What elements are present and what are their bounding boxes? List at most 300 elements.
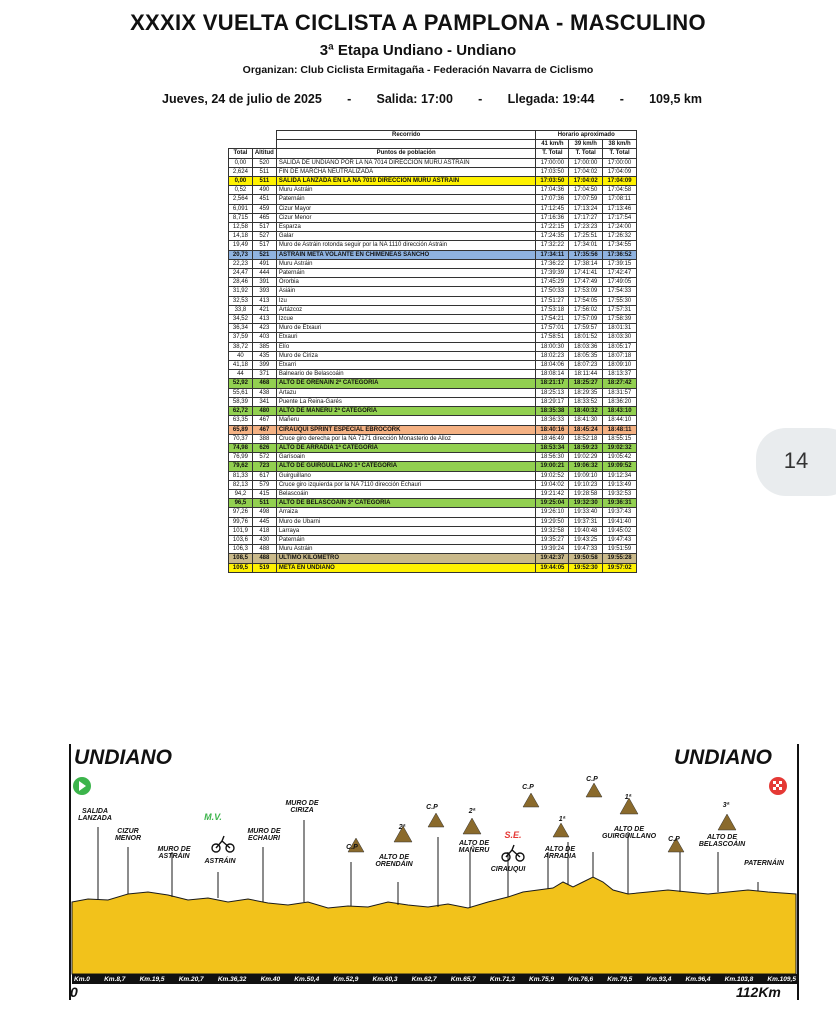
row-total-km: 94,2: [229, 489, 253, 498]
row-altitude: 413: [252, 315, 276, 324]
row-time-39: 18:52:18: [569, 434, 603, 443]
row-total-km: 74,98: [229, 443, 253, 452]
header-total: Total: [229, 149, 253, 158]
row-time-41: 17:00:00: [536, 158, 569, 167]
row-total-km: 6,091: [229, 204, 253, 213]
row-altitude: 519: [252, 563, 276, 572]
row-place: ALTO DE BELASCOÁIN 3ª CATEGORÍA: [276, 499, 536, 508]
row-total-km: 82,13: [229, 480, 253, 489]
row-altitude: 511: [252, 167, 276, 176]
km-label: Km.40: [260, 975, 281, 983]
row-time-39: 19:43:25: [569, 535, 603, 544]
label-cp: C.P: [522, 784, 534, 791]
row-time-39: 17:47:49: [569, 278, 603, 287]
mountain-icon: [586, 783, 602, 797]
row-time-41: 19:04:02: [536, 480, 569, 489]
row-place: Arraiza: [276, 508, 536, 517]
table-row: [229, 361, 637, 370]
row-total-km: 99,76: [229, 517, 253, 526]
km-label: Km.79,5: [607, 975, 633, 983]
row-total-km: 103,6: [229, 535, 253, 544]
page-number-badge[interactable]: [756, 428, 836, 496]
row-altitude: 527: [252, 232, 276, 241]
row-total-km: 58,39: [229, 397, 253, 406]
row-time-39: 19:32:30: [569, 499, 603, 508]
speed-header: 38 km/h: [603, 140, 637, 149]
row-time-39: 19:28:58: [569, 489, 603, 498]
row-time-39: 18:25:27: [569, 379, 603, 388]
row-time-39: 17:04:02: [569, 177, 603, 186]
row-place: Asiáin: [276, 287, 536, 296]
row-time-39: 19:10:23: [569, 480, 603, 489]
row-time-38: 19:57:02: [603, 563, 637, 572]
table-row: [229, 296, 637, 305]
start-time: Salida: 17:00: [376, 92, 453, 106]
row-altitude: 488: [252, 554, 276, 563]
row-altitude: 451: [252, 195, 276, 204]
label-cp: C.P: [668, 836, 680, 843]
row-time-41: 19:26:10: [536, 508, 569, 517]
row-time-39: 17:56:02: [569, 305, 603, 314]
row-place: Ororbia: [276, 278, 536, 287]
row-time-38: 17:17:54: [603, 213, 637, 222]
km-label: Km.50,4: [294, 975, 320, 983]
row-total-km: 36,34: [229, 324, 253, 333]
row-time-38: 18:36:20: [603, 397, 637, 406]
row-place: Muru Astráin: [276, 259, 536, 268]
row-time-39: 18:45:24: [569, 425, 603, 434]
km-label: Km.20,7: [178, 975, 204, 983]
row-time-41: 18:56:30: [536, 453, 569, 462]
row-altitude: 399: [252, 361, 276, 370]
race-distance: 109,5 km: [649, 92, 702, 106]
table-row: [229, 241, 637, 250]
row-time-39: 18:59:23: [569, 443, 603, 452]
label-muro-echauri: MURO DE ECHAURI: [247, 828, 281, 842]
km-label: Km.71,3: [489, 975, 515, 983]
row-altitude: 491: [252, 259, 276, 268]
row-time-38: 17:54:33: [603, 287, 637, 296]
speed-header: 41 km/h: [536, 140, 569, 149]
row-place: Muro de Ciriza: [276, 351, 536, 360]
row-altitude: 467: [252, 425, 276, 434]
row-total-km: 79,62: [229, 462, 253, 471]
row-time-41: 17:36:22: [536, 259, 569, 268]
table-row: [229, 186, 637, 195]
row-time-41: 18:25:13: [536, 388, 569, 397]
axis-start-km: 0: [70, 984, 78, 1000]
separator: -: [478, 92, 483, 106]
km-label: Km.62,7: [411, 975, 437, 983]
row-place: Mañeru: [276, 416, 536, 425]
row-place: Guirguillano: [276, 471, 536, 480]
finish-town: UNDIANO: [674, 746, 772, 769]
row-place: ALTO DE ARRADIA 1ª CATEGORÍA: [276, 443, 536, 452]
table-row: [229, 453, 637, 462]
table-row: [229, 259, 637, 268]
row-altitude: 371: [252, 370, 276, 379]
table-row: [229, 223, 637, 232]
row-total-km: 22,23: [229, 259, 253, 268]
row-time-38: 19:12:34: [603, 471, 637, 480]
row-place: Izu: [276, 296, 536, 305]
row-place: ALTO DE ORENÁIN 2ª CATEGORÍA: [276, 379, 536, 388]
row-time-38: 18:07:18: [603, 351, 637, 360]
row-time-38: 17:04:09: [603, 177, 637, 186]
row-altitude: 445: [252, 517, 276, 526]
row-time-38: 18:27:42: [603, 379, 637, 388]
label-alto-orendain: ALTO DE ORENDÁIN: [375, 854, 413, 868]
table-row: [229, 370, 637, 379]
row-total-km: 31,92: [229, 287, 253, 296]
row-time-39: 17:59:57: [569, 324, 603, 333]
row-time-38: 18:01:31: [603, 324, 637, 333]
row-total-km: 37,59: [229, 333, 253, 342]
km-label: Km.36,32: [217, 975, 247, 983]
row-altitude: 579: [252, 480, 276, 489]
mountain-icon: [718, 814, 736, 830]
mountain-icon: [523, 793, 539, 807]
row-time-39: 17:54:05: [569, 296, 603, 305]
row-place: Cruce giro izquierda por la NA 7110 dirección Echauri: [276, 480, 536, 489]
table-row: [229, 526, 637, 535]
row-altitude: 490: [252, 186, 276, 195]
table-row: [229, 232, 637, 241]
table-row: [229, 480, 637, 489]
mountain-icon: [553, 823, 569, 837]
label-muro-astrain: MURO DE ASTRÁIN: [157, 846, 191, 860]
route-table: [228, 130, 637, 573]
table-row: [229, 462, 637, 471]
row-time-39: 17:57:09: [569, 315, 603, 324]
row-time-39: 17:07:59: [569, 195, 603, 204]
row-altitude: 435: [252, 351, 276, 360]
organizers: Organizan: Club Ciclista Ermitagaña - Federación Navarra de Ciclismo: [242, 64, 594, 76]
row-total-km: 101,9: [229, 526, 253, 535]
row-place: Paternáin: [276, 195, 536, 204]
row-time-38: 19:02:32: [603, 443, 637, 452]
row-time-39: 18:03:36: [569, 342, 603, 351]
header-horario: Horario aproximado: [536, 131, 637, 140]
row-time-41: 19:02:52: [536, 471, 569, 480]
km-label: Km.103,8: [724, 975, 754, 983]
row-time-41: 18:46:49: [536, 434, 569, 443]
km-label: Km.109,5: [767, 975, 796, 983]
row-time-38: 18:44:10: [603, 416, 637, 425]
row-altitude: 421: [252, 305, 276, 314]
row-altitude: 391: [252, 278, 276, 287]
table-row: [229, 508, 637, 517]
row-time-41: 17:53:18: [536, 305, 569, 314]
row-total-km: 33,8: [229, 305, 253, 314]
row-altitude: 444: [252, 269, 276, 278]
row-time-39: 18:07:23: [569, 361, 603, 370]
row-altitude: 459: [252, 204, 276, 213]
route-table-body: [229, 158, 637, 572]
row-time-38: 18:31:57: [603, 388, 637, 397]
row-total-km: 28,46: [229, 278, 253, 287]
table-row: [229, 554, 637, 563]
start-town: UNDIANO: [74, 746, 172, 769]
row-time-39: 18:11:44: [569, 370, 603, 379]
row-place: Cizur Mayor: [276, 204, 536, 213]
row-place: Belascoáin: [276, 489, 536, 498]
table-row: [229, 425, 637, 434]
row-time-41: 18:08:14: [536, 370, 569, 379]
row-total-km: 14,18: [229, 232, 253, 241]
table-row: [229, 397, 637, 406]
row-time-38: 19:47:43: [603, 535, 637, 544]
row-time-38: 17:24:00: [603, 223, 637, 232]
row-place: Muru Astráin: [276, 186, 536, 195]
table-row: [229, 305, 637, 314]
row-altitude: 517: [252, 223, 276, 232]
row-time-39: 17:38:14: [569, 259, 603, 268]
label-alto-guirguillano: ALTO DE GUIRGUILLANO: [601, 826, 657, 840]
row-time-39: 18:29:35: [569, 388, 603, 397]
row-time-38: 17:36:52: [603, 250, 637, 259]
table-row: [229, 416, 637, 425]
row-time-41: 17:50:33: [536, 287, 569, 296]
row-altitude: 488: [252, 545, 276, 554]
row-time-39: 17:13:24: [569, 204, 603, 213]
row-time-41: 17:24:35: [536, 232, 569, 241]
document-title: XXXIX VUELTA CICLISTA A PAMPLONA - MASCULINO: [130, 10, 706, 35]
row-time-39: 17:53:09: [569, 287, 603, 296]
row-place: Garísoain: [276, 453, 536, 462]
table-row: [229, 489, 637, 498]
row-time-38: 19:37:43: [603, 508, 637, 517]
row-time-41: 17:54:21: [536, 315, 569, 324]
table-row: [229, 204, 637, 213]
row-time-39: 19:47:33: [569, 545, 603, 554]
row-time-38: 18:55:15: [603, 434, 637, 443]
row-time-38: 18:43:10: [603, 407, 637, 416]
row-total-km: 52,92: [229, 379, 253, 388]
row-time-41: 19:39:24: [536, 545, 569, 554]
row-time-38: 19:32:53: [603, 489, 637, 498]
header-ttotal: T. Total: [536, 149, 569, 158]
row-time-38: 19:09:52: [603, 462, 637, 471]
row-time-39: 17:35:56: [569, 250, 603, 259]
row-total-km: 40: [229, 351, 253, 360]
row-place: META EN UNDIANO: [276, 563, 536, 572]
row-altitude: 511: [252, 499, 276, 508]
row-place: SALIDA DE UNDIANO POR LA NA 7014 DIRECCIÓN MURU ASTRÁIN: [276, 158, 536, 167]
row-place: Cruce giro derecha por la NA 7171 dirección Monasterio de Alloz: [276, 434, 536, 443]
row-place: Artazu: [276, 388, 536, 397]
row-place: Etxarri: [276, 361, 536, 370]
row-place: Etxauri: [276, 333, 536, 342]
elevation-area: [72, 877, 796, 974]
row-time-41: 17:57:01: [536, 324, 569, 333]
row-place: Paternáin: [276, 535, 536, 544]
row-total-km: 108,5: [229, 554, 253, 563]
row-time-39: 18:01:52: [569, 333, 603, 342]
row-time-39: 17:00:00: [569, 158, 603, 167]
row-place: Artázcoz: [276, 305, 536, 314]
row-total-km: 41,18: [229, 361, 253, 370]
table-row: [229, 167, 637, 176]
km-label: Km.96,4: [685, 975, 711, 983]
row-altitude: 415: [252, 489, 276, 498]
label-cp: C.P: [346, 844, 358, 851]
label-cat-1: 1ª: [624, 794, 632, 801]
row-altitude: 341: [252, 397, 276, 406]
table-row: [229, 213, 637, 222]
row-place: Muro de Ubarni: [276, 517, 536, 526]
row-time-38: 18:09:10: [603, 361, 637, 370]
row-time-39: 19:02:29: [569, 453, 603, 462]
row-total-km: 106,3: [229, 545, 253, 554]
row-place: Larraya: [276, 526, 536, 535]
row-total-km: 0,52: [229, 186, 253, 195]
row-time-38: 17:42:47: [603, 269, 637, 278]
row-place: Elío: [276, 342, 536, 351]
speed-header: 39 km/h: [569, 140, 603, 149]
row-time-38: 19:36:31: [603, 499, 637, 508]
row-altitude: 393: [252, 287, 276, 296]
page-number: 14: [783, 448, 809, 473]
header-puntos: Puntos de población: [276, 149, 536, 158]
row-time-38: 19:05:42: [603, 453, 637, 462]
row-time-38: 17:58:39: [603, 315, 637, 324]
row-time-41: 19:25:04: [536, 499, 569, 508]
table-row: [229, 443, 637, 452]
row-altitude: 388: [252, 434, 276, 443]
row-time-39: 18:40:32: [569, 407, 603, 416]
row-place: SALIDA LANZADA EN LA NA 7010 DIRECCIÓN MURU ASTRÁIN: [276, 177, 536, 186]
row-total-km: 0,00: [229, 158, 253, 167]
row-time-41: 19:42:37: [536, 554, 569, 563]
row-total-km: 109,5: [229, 563, 253, 572]
row-time-39: 18:33:52: [569, 397, 603, 406]
label-alto-maneru: ALTO DE MAÑERU: [458, 840, 490, 854]
table-row: [229, 333, 637, 342]
table-row: [229, 535, 637, 544]
row-place: CIRAUQUI SPRINT ESPECIAL EBROCORK: [276, 425, 536, 434]
row-total-km: 38,72: [229, 342, 253, 351]
km-scale: [72, 974, 798, 984]
row-time-38: 19:41:40: [603, 517, 637, 526]
row-time-39: 17:04:02: [569, 167, 603, 176]
row-time-41: 18:29:17: [536, 397, 569, 406]
row-total-km: 34,52: [229, 315, 253, 324]
row-time-38: 17:34:55: [603, 241, 637, 250]
label-cizur-menor: CIZUR MENOR: [114, 828, 142, 842]
row-altitude: 403: [252, 333, 276, 342]
race-info: [162, 92, 702, 106]
row-time-41: 19:00:21: [536, 462, 569, 471]
row-altitude: 467: [252, 416, 276, 425]
km-label: Km.65,7: [450, 975, 476, 983]
table-row: [229, 324, 637, 333]
km-label: Km.52,9: [333, 975, 359, 983]
label-alto-arradia: ALTO DE ARRADIA: [543, 846, 577, 860]
row-time-38: 18:13:37: [603, 370, 637, 379]
row-place: Esparza: [276, 223, 536, 232]
row-time-38: 17:26:32: [603, 232, 637, 241]
row-time-41: 18:40:16: [536, 425, 569, 434]
stage-subtitle: 3ª Etapa Undiano - Undiano: [319, 42, 517, 59]
header-recorrido: Recorrido: [276, 131, 536, 140]
row-time-41: 19:29:50: [536, 517, 569, 526]
row-place: Paternáin: [276, 269, 536, 278]
table-row: [229, 499, 637, 508]
row-time-39: 19:09:10: [569, 471, 603, 480]
row-place: Izcue: [276, 315, 536, 324]
km-label: Km.8,7: [104, 975, 126, 983]
label-cp: C.P: [426, 804, 438, 811]
row-time-41: 18:35:38: [536, 407, 569, 416]
row-altitude: 520: [252, 158, 276, 167]
row-time-39: 18:05:35: [569, 351, 603, 360]
header-ttotal: T. Total: [569, 149, 603, 158]
cyclist-icon: [502, 845, 524, 861]
row-time-38: 17:04:58: [603, 186, 637, 195]
race-date: Jueves, 24 de julio de 2025: [162, 92, 322, 106]
row-time-41: 17:32:22: [536, 241, 569, 250]
row-time-38: 18:48:11: [603, 425, 637, 434]
table-row: [229, 315, 637, 324]
row-total-km: 44: [229, 370, 253, 379]
row-time-41: 17:03:50: [536, 177, 569, 186]
table-row: [229, 250, 637, 259]
row-time-39: 19:40:48: [569, 526, 603, 535]
row-place: FIN DE MARCHA NEUTRALIZADA: [276, 167, 536, 176]
label-muro-ciriza: MURO DE CIRIZA: [285, 800, 319, 814]
row-altitude: 517: [252, 241, 276, 250]
row-altitude: 498: [252, 508, 276, 517]
km-label: Km.76,6: [568, 975, 594, 983]
row-time-41: 17:45:29: [536, 278, 569, 287]
row-time-41: 17:34:11: [536, 250, 569, 259]
label-cat-1: 1ª: [558, 816, 566, 823]
row-total-km: 20,73: [229, 250, 253, 259]
header-ttotal: T. Total: [603, 149, 637, 158]
row-total-km: 24,47: [229, 269, 253, 278]
table-row: [229, 158, 637, 167]
row-time-41: 18:36:33: [536, 416, 569, 425]
table-row: [229, 269, 637, 278]
row-time-41: 18:00:30: [536, 342, 569, 351]
label-salida-lanzada: SALIDA LANZADA: [78, 808, 112, 822]
table-row: [229, 379, 637, 388]
row-place: Muru Astráin: [276, 545, 536, 554]
table-row: [229, 351, 637, 360]
row-total-km: 97,26: [229, 508, 253, 517]
label-cat-2: 2ª: [468, 808, 476, 815]
row-time-38: 17:08:11: [603, 195, 637, 204]
row-total-km: 2,624: [229, 167, 253, 176]
row-time-38: 19:55:28: [603, 554, 637, 563]
label-cat-3: 3ª: [722, 802, 730, 809]
row-time-41: 17:51:27: [536, 296, 569, 305]
row-total-km: 76,99: [229, 453, 253, 462]
row-time-39: 19:06:32: [569, 462, 603, 471]
row-total-km: 0,00: [229, 177, 253, 186]
table-row: [229, 563, 637, 572]
km-label: Km.19,5: [139, 975, 165, 983]
row-altitude: 413: [252, 296, 276, 305]
row-time-38: 17:57:31: [603, 305, 637, 314]
table-row: [229, 545, 637, 554]
row-total-km: 19,49: [229, 241, 253, 250]
row-total-km: 62,72: [229, 407, 253, 416]
header-altitud: Altitud: [252, 149, 276, 158]
row-total-km: 63,35: [229, 416, 253, 425]
label-alto-belascoain: ALTO DE BELASCOÁIN: [698, 834, 746, 848]
